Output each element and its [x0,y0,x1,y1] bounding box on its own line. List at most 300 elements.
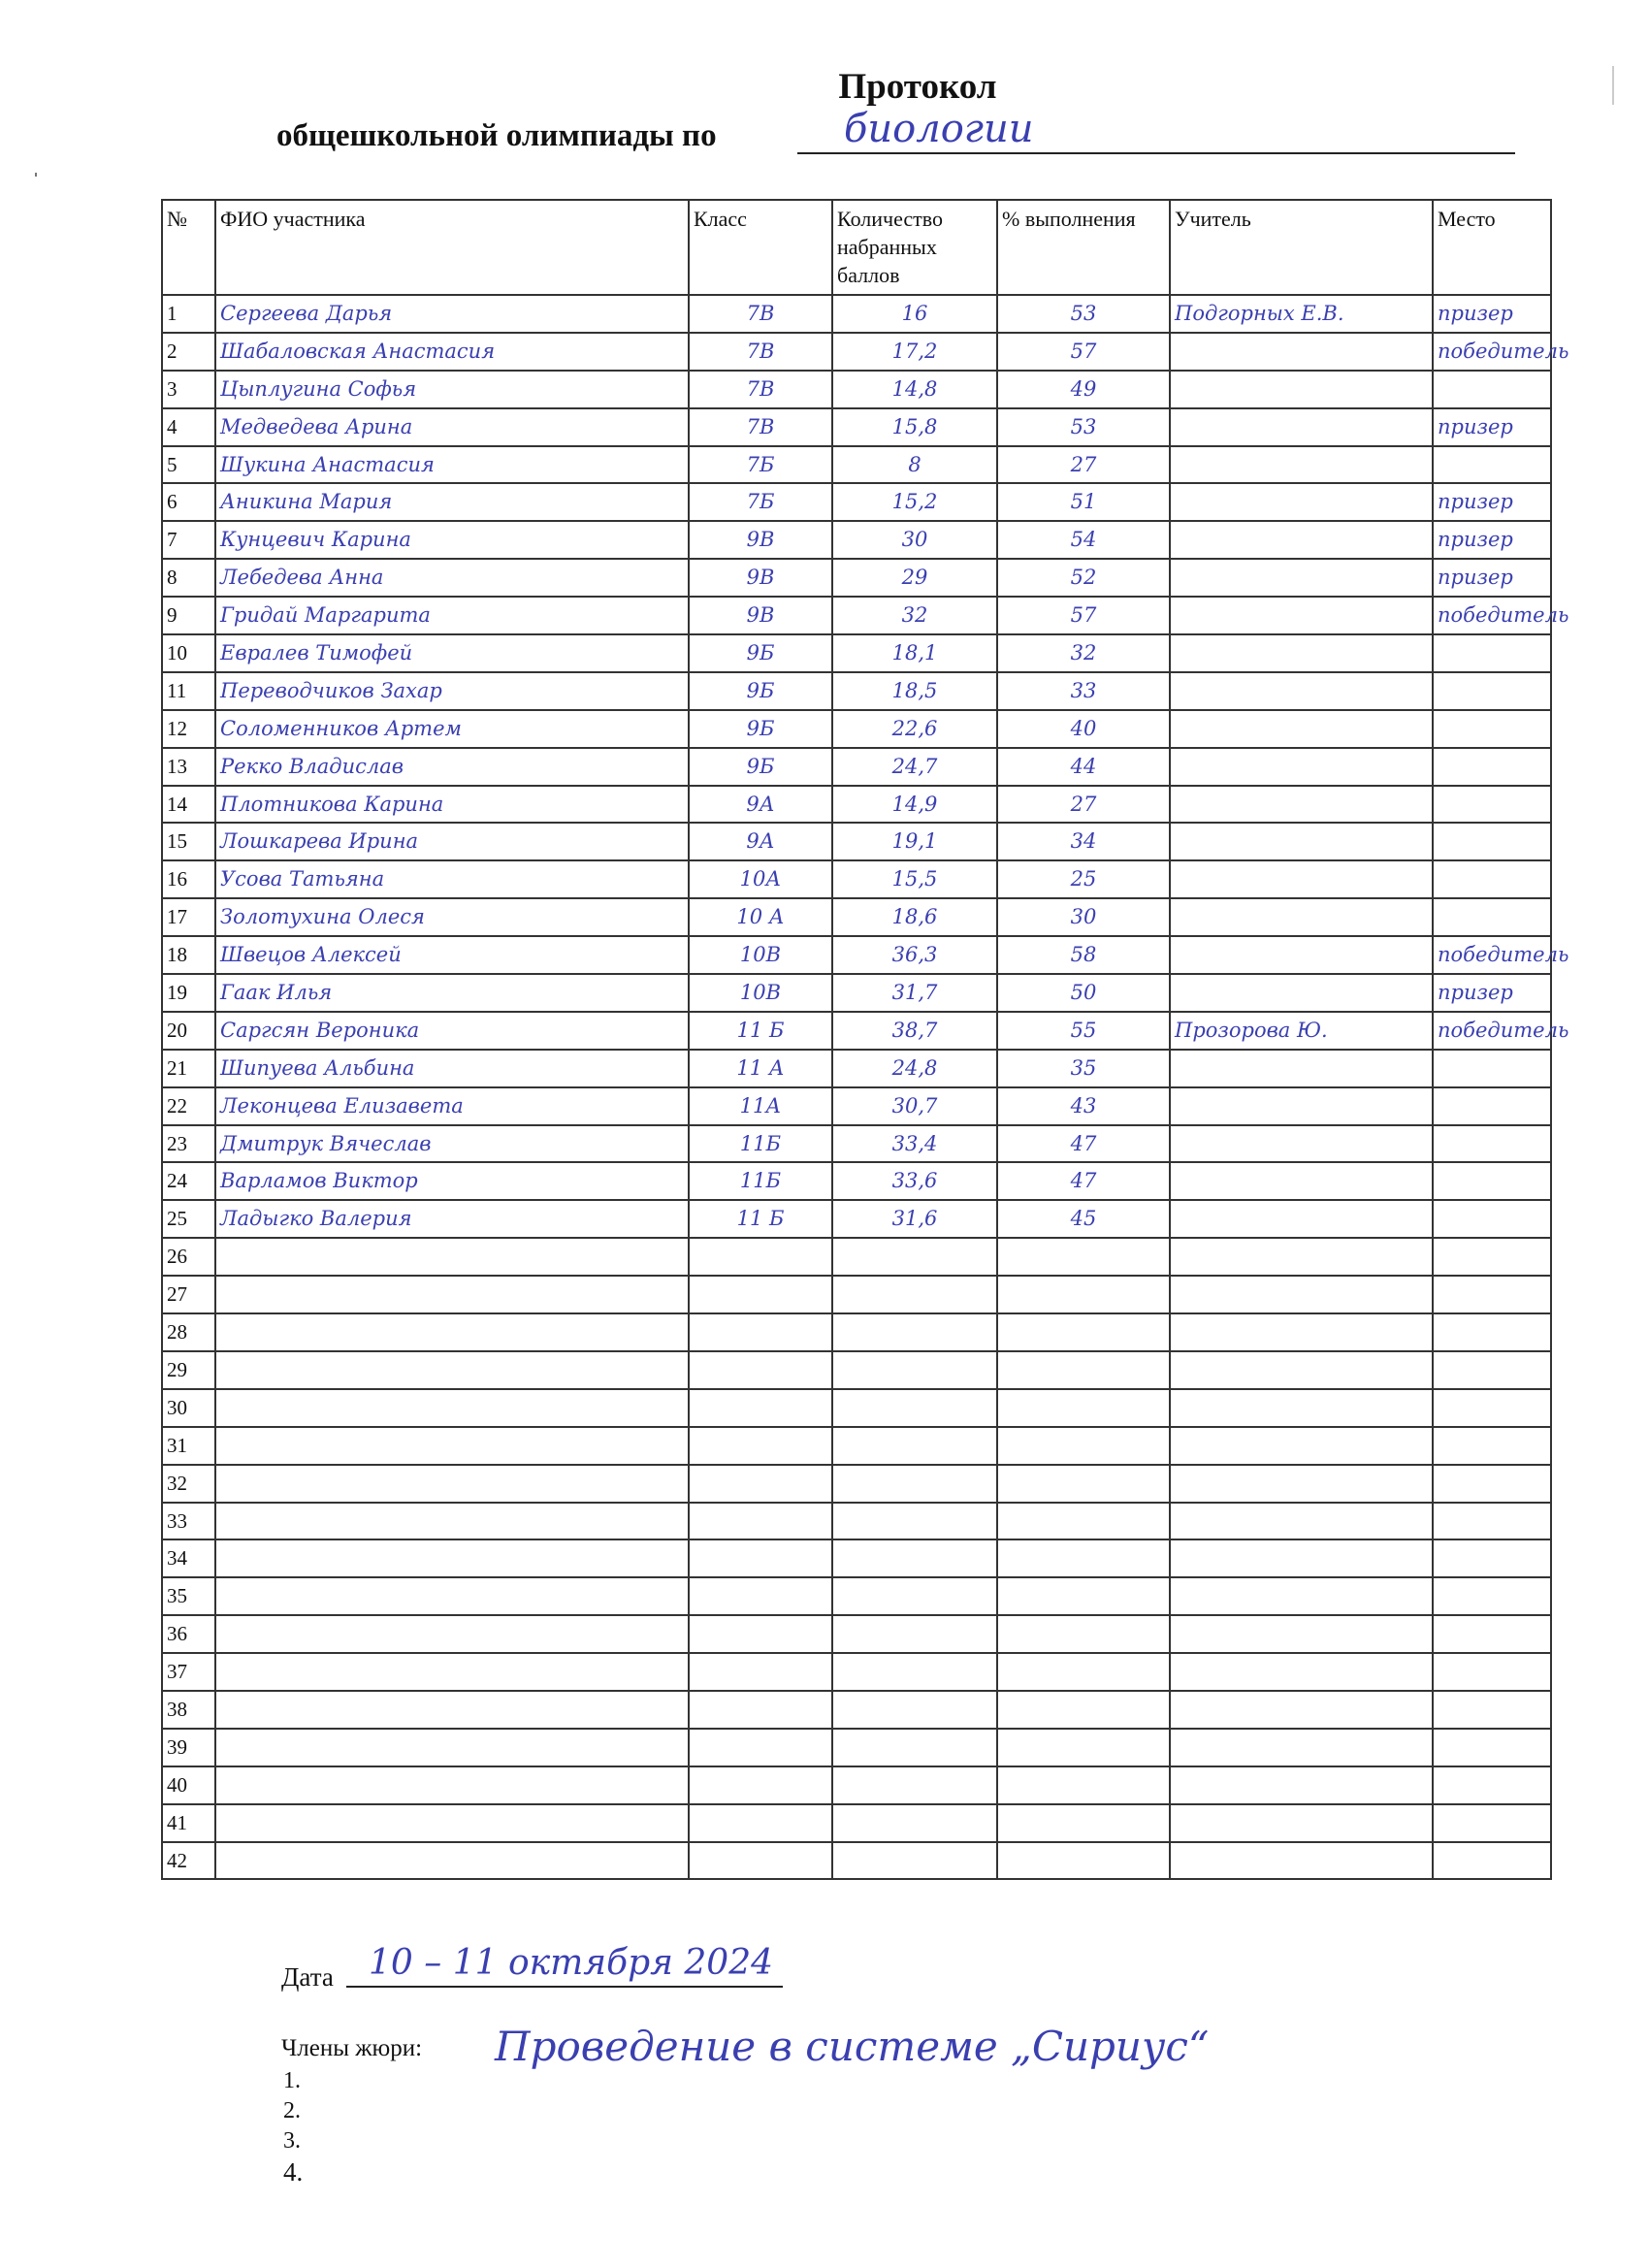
participant-score: 36,3 [832,936,997,974]
participant-name: Гридай Маргарита [215,597,689,634]
participant-percent [997,1539,1170,1577]
participant-percent: 34 [997,823,1170,860]
participant-score: 33,4 [832,1125,997,1163]
participant-name: Рекко Владислав [215,748,689,786]
participant-percent [997,1465,1170,1503]
table-row [162,1503,1551,1540]
participant-place [1433,1125,1551,1163]
participant-place [1433,710,1551,748]
row-number: 2 [162,333,215,371]
table-row [162,748,1551,786]
participant-percent: 52 [997,559,1170,597]
table-row [162,710,1551,748]
participant-place [1433,1465,1551,1503]
participant-class [689,1389,832,1427]
participant-name [215,1465,689,1503]
participant-percent: 35 [997,1050,1170,1087]
table-row [162,1351,1551,1389]
participant-percent [997,1766,1170,1804]
participant-name [215,1313,689,1351]
participant-place [1433,1503,1551,1540]
table-row [162,860,1551,898]
table-row [162,1389,1551,1427]
row-number: 16 [162,860,215,898]
participant-teacher [1170,371,1433,408]
row-number: 37 [162,1653,215,1691]
participant-name: Швецов Алексей [215,936,689,974]
participant-place: победитель [1433,333,1551,371]
participant-class [689,1577,832,1615]
participant-teacher [1170,1577,1433,1615]
col-header-percent: % выполнения [997,200,1170,295]
participant-place [1433,1162,1551,1200]
participant-class: 7В [689,333,832,371]
participant-teacher [1170,483,1433,521]
participant-percent [997,1691,1170,1729]
table-row [162,446,1551,484]
row-number: 12 [162,710,215,748]
row-number: 26 [162,1238,215,1276]
row-number: 14 [162,786,215,824]
participant-place [1433,1729,1551,1766]
participant-score: 18,1 [832,634,997,672]
participant-teacher [1170,1050,1433,1087]
table-row [162,521,1551,559]
participant-teacher [1170,1351,1433,1389]
participant-class: 7В [689,295,832,333]
participant-name [215,1539,689,1577]
row-number: 31 [162,1427,215,1465]
row-number: 38 [162,1691,215,1729]
participant-score [832,1276,997,1313]
participant-teacher [1170,786,1433,824]
table-row [162,1842,1551,1880]
jury-label: Члены жюри: [281,2035,423,2061]
participant-class: 9В [689,521,832,559]
subject-handwritten: биологии [844,107,1034,151]
participant-name: Аникина Мария [215,483,689,521]
participant-place: победитель [1433,936,1551,974]
participant-score: 15,8 [832,408,997,446]
participant-class [689,1804,832,1842]
participant-teacher [1170,1427,1433,1465]
participant-class [689,1276,832,1313]
document-title: Протокол [838,67,997,107]
participant-place [1433,823,1551,860]
row-number: 17 [162,898,215,936]
participant-score: 14,9 [832,786,997,824]
row-number: 11 [162,672,215,710]
participant-percent [997,1389,1170,1427]
participant-teacher [1170,333,1433,371]
participant-percent: 45 [997,1200,1170,1238]
participant-class: 10В [689,974,832,1012]
participant-class: 9Б [689,710,832,748]
participant-place [1433,1842,1551,1880]
participant-name: Ладыгко Валерия [215,1200,689,1238]
row-number: 23 [162,1125,215,1163]
participant-teacher [1170,1465,1433,1503]
participant-score: 38,7 [832,1012,997,1050]
participant-score: 24,7 [832,748,997,786]
participant-place: призер [1433,974,1551,1012]
participant-name: Шипуева Альбина [215,1050,689,1087]
row-number: 1 [162,295,215,333]
participant-class [689,1729,832,1766]
participant-class: 9А [689,786,832,824]
scan-edge-line [1612,66,1614,105]
participant-teacher [1170,1276,1433,1313]
participant-class [689,1465,832,1503]
participant-percent: 33 [997,672,1170,710]
row-number: 30 [162,1389,215,1427]
row-number: 3 [162,371,215,408]
participant-score [832,1842,997,1880]
table-row [162,1012,1551,1050]
participant-percent [997,1577,1170,1615]
participant-percent: 43 [997,1087,1170,1125]
row-number: 8 [162,559,215,597]
participant-place [1433,898,1551,936]
participant-name [215,1842,689,1880]
row-number: 35 [162,1577,215,1615]
participant-teacher [1170,1729,1433,1766]
participant-name: Шукина Анастасия [215,446,689,484]
participant-name: Гаак Илья [215,974,689,1012]
participant-name: Леконцева Елизавета [215,1087,689,1125]
participant-percent: 57 [997,597,1170,634]
table-header-row [162,200,1551,295]
date-handwritten: 10 – 11 октября 2024 [369,1943,774,1983]
participant-score: 17,2 [832,333,997,371]
participant-score [832,1577,997,1615]
participant-place [1433,1804,1551,1842]
participant-teacher [1170,1615,1433,1653]
participant-teacher [1170,1503,1433,1540]
participant-score: 19,1 [832,823,997,860]
participant-percent: 57 [997,333,1170,371]
participant-teacher [1170,672,1433,710]
participant-score [832,1766,997,1804]
participant-place [1433,634,1551,672]
participant-class: 9В [689,559,832,597]
participant-percent [997,1842,1170,1880]
participant-class [689,1691,832,1729]
participant-teacher [1170,823,1433,860]
col-header-number: № [162,200,215,295]
table-row [162,1691,1551,1729]
table-row [162,1162,1551,1200]
table-row [162,1577,1551,1615]
participant-teacher [1170,748,1433,786]
participant-class: 10В [689,936,832,974]
subject-underline [797,152,1515,154]
participant-score: 16 [832,295,997,333]
participant-name [215,1276,689,1313]
participant-teacher [1170,1842,1433,1880]
participant-name [215,1238,689,1276]
participant-percent: 53 [997,408,1170,446]
participant-class: 7Б [689,483,832,521]
participant-percent: 30 [997,898,1170,936]
col-header-place: Место [1433,200,1551,295]
participant-class [689,1503,832,1540]
jury-number-1: 1. [283,2068,301,2093]
participant-score: 15,2 [832,483,997,521]
participant-place [1433,1276,1551,1313]
participant-name [215,1389,689,1427]
table-row [162,1766,1551,1804]
participant-name: Шабаловская Анастасия [215,333,689,371]
participant-class: 9Б [689,748,832,786]
participant-score [832,1503,997,1540]
participant-name: Саргсян Вероника [215,1012,689,1050]
col-header-teacher: Учитель [1170,200,1433,295]
participant-class [689,1427,832,1465]
participant-name: Евралев Тимофей [215,634,689,672]
participant-teacher [1170,597,1433,634]
row-number: 19 [162,974,215,1012]
participant-name: Дмитрук Вячеслав [215,1125,689,1163]
participant-class [689,1539,832,1577]
participant-teacher [1170,898,1433,936]
participant-name: Плотникова Карина [215,786,689,824]
row-number: 20 [162,1012,215,1050]
participant-score: 30 [832,521,997,559]
row-number: 33 [162,1503,215,1540]
participant-score [832,1804,997,1842]
table-row [162,1427,1551,1465]
participant-score [832,1238,997,1276]
participant-score: 31,6 [832,1200,997,1238]
participant-place [1433,1615,1551,1653]
participant-teacher [1170,446,1433,484]
row-number: 9 [162,597,215,634]
participant-teacher [1170,1389,1433,1427]
participant-place [1433,1351,1551,1389]
participant-teacher [1170,1653,1433,1691]
participant-percent: 58 [997,936,1170,974]
participant-teacher [1170,1125,1433,1163]
participant-class: 9Б [689,634,832,672]
participant-percent: 25 [997,860,1170,898]
participant-teacher [1170,1238,1433,1276]
participant-class: 7В [689,371,832,408]
participant-teacher [1170,559,1433,597]
row-number: 32 [162,1465,215,1503]
participant-score: 15,5 [832,860,997,898]
participant-place: призер [1433,408,1551,446]
participant-place [1433,1313,1551,1351]
participant-class: 11Б [689,1125,832,1163]
participant-teacher: Подгорных Е.В. [1170,295,1433,333]
table-row [162,1200,1551,1238]
participant-teacher [1170,936,1433,974]
participant-place [1433,371,1551,408]
participant-percent: 40 [997,710,1170,748]
row-number: 22 [162,1087,215,1125]
participant-score: 32 [832,597,997,634]
participant-place: победитель [1433,1012,1551,1050]
table-row [162,936,1551,974]
row-number: 13 [162,748,215,786]
table-row [162,559,1551,597]
participant-score [832,1729,997,1766]
participant-class [689,1313,832,1351]
participant-class: 7Б [689,446,832,484]
participant-percent: 53 [997,295,1170,333]
participant-place: призер [1433,521,1551,559]
row-number: 25 [162,1200,215,1238]
participant-place [1433,1050,1551,1087]
participant-class: 9Б [689,672,832,710]
participant-score [832,1615,997,1653]
participant-name: Кунцевич Карина [215,521,689,559]
participant-place [1433,1766,1551,1804]
participant-teacher [1170,521,1433,559]
table-row [162,371,1551,408]
participant-teacher [1170,1087,1433,1125]
participant-teacher [1170,710,1433,748]
participant-percent [997,1653,1170,1691]
participant-name: Цыплугина Софья [215,371,689,408]
participant-score: 31,7 [832,974,997,1012]
participant-percent [997,1729,1170,1766]
participant-score: 24,8 [832,1050,997,1087]
row-number: 40 [162,1766,215,1804]
participant-score [832,1389,997,1427]
participant-score [832,1313,997,1351]
participant-percent [997,1804,1170,1842]
participant-class [689,1842,832,1880]
participant-class: 11 Б [689,1012,832,1050]
table-row [162,974,1551,1012]
participant-percent: 54 [997,521,1170,559]
results-table [161,199,1569,1880]
row-number: 29 [162,1351,215,1389]
row-number: 15 [162,823,215,860]
participant-name: Медведева Арина [215,408,689,446]
participant-teacher [1170,1162,1433,1200]
participant-place [1433,1389,1551,1427]
table-row [162,898,1551,936]
participant-score: 8 [832,446,997,484]
participant-score: 18,5 [832,672,997,710]
table-row [162,1539,1551,1577]
date-underline [346,1986,783,1988]
participant-class: 7В [689,408,832,446]
participant-name: Варламов Виктор [215,1162,689,1200]
participant-percent: 47 [997,1162,1170,1200]
participant-class: 10 А [689,898,832,936]
participant-percent: 27 [997,446,1170,484]
participant-class [689,1615,832,1653]
participant-name: Усова Татьяна [215,860,689,898]
participant-class [689,1653,832,1691]
table-row [162,823,1551,860]
participant-place [1433,1200,1551,1238]
row-number: 10 [162,634,215,672]
row-number: 7 [162,521,215,559]
participant-percent: 27 [997,786,1170,824]
row-number: 5 [162,446,215,484]
row-number: 36 [162,1615,215,1653]
row-number: 18 [162,936,215,974]
participant-teacher [1170,1313,1433,1351]
participant-percent: 55 [997,1012,1170,1050]
table-row [162,295,1551,333]
participant-percent: 44 [997,748,1170,786]
participant-class: 9А [689,823,832,860]
participant-name [215,1351,689,1389]
row-number: 21 [162,1050,215,1087]
table-row [162,1729,1551,1766]
table-row [162,634,1551,672]
participant-name: Лошкарева Ирина [215,823,689,860]
participant-score [832,1465,997,1503]
jury-note-handwritten: Проведение в системе „Сириус“ [495,2023,1210,2070]
participant-percent: 32 [997,634,1170,672]
table-row [162,1615,1551,1653]
table-row [162,1465,1551,1503]
participant-place [1433,786,1551,824]
jury-number-3: 3. [283,2128,301,2154]
participant-score [832,1351,997,1389]
col-header-score: Количество набранных баллов [832,200,997,295]
scan-speck [35,173,37,177]
participant-score: 30,7 [832,1087,997,1125]
participant-percent [997,1503,1170,1540]
row-number: 6 [162,483,215,521]
participant-name [215,1615,689,1653]
participant-score [832,1653,997,1691]
table-row [162,1238,1551,1276]
participant-score [832,1691,997,1729]
table-row [162,597,1551,634]
table-body [162,295,1569,1879]
participant-score: 22,6 [832,710,997,748]
participant-name [215,1691,689,1729]
participant-teacher [1170,1691,1433,1729]
participant-class: 11А [689,1087,832,1125]
participant-percent [997,1351,1170,1389]
participant-percent: 49 [997,371,1170,408]
table-row [162,1050,1551,1087]
participant-place [1433,1653,1551,1691]
participant-score: 29 [832,559,997,597]
document-subtitle: общешкольной олимпиады по [276,118,717,153]
participant-teacher [1170,974,1433,1012]
participant-teacher [1170,408,1433,446]
participant-place [1433,446,1551,484]
table-row [162,1125,1551,1163]
participant-place [1433,1238,1551,1276]
participant-class: 10А [689,860,832,898]
participant-place: призер [1433,559,1551,597]
jury-number-2: 2. [283,2098,301,2123]
participant-name: Сергеева Дарья [215,295,689,333]
participant-class: 11 Б [689,1200,832,1238]
row-number: 39 [162,1729,215,1766]
row-number: 34 [162,1539,215,1577]
participant-teacher [1170,1766,1433,1804]
table-row [162,1653,1551,1691]
participant-percent [997,1427,1170,1465]
table-row [162,672,1551,710]
participant-class: 11 А [689,1050,832,1087]
participant-percent: 50 [997,974,1170,1012]
table-row [162,1804,1551,1842]
